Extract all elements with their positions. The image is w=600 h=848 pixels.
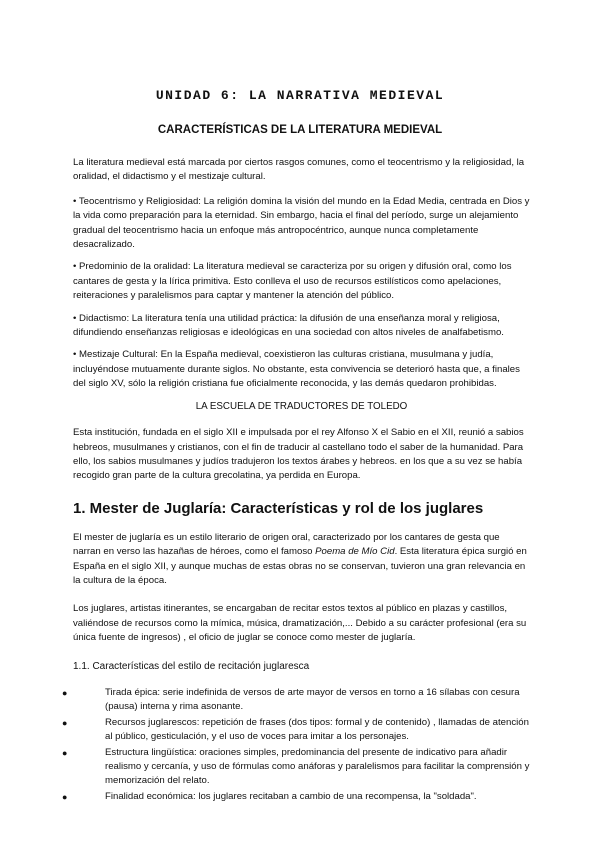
bullet-icon: ● [62, 717, 68, 728]
bullet-teocentrismo: • Teocentrismo y Religiosidad: La religión domina la visión del mundo en la Edad Media, centrada en Dios y la vida como preparación para la eternidad. Sin embargo, hacia el final del período, surge un alejamiento gradual del teocentrismo hacia un enfoque más antropocéntrico, aunque nunca completamente desacralizado. [73, 195, 530, 251]
escuela-paragraph: Esta institución, fundada en el siglo XII e impulsada por el rey Alfonso X el Sabio en el XII, reunió a sabios hebreos, musulmanes y cristianos, con el fin de traducir al castellano todo el saber de la humanidad. Para ello, los sabios musulmanes y judíos tradujeron los textos árabes y hebreos. en los que a su vez se había recogido gran parte de la cultura grecolatina, ya perdida en Europa. [73, 427, 524, 482]
section-heading-mester: 1. Mester de Juglaría: Características y rol de los juglares [73, 499, 484, 517]
mester-paragraph [73, 531, 530, 589]
bullet-oralidad: • Predominio de la oralidad: La literatura medieval se caracteriza por su origen y difusión oral, como los cantares de gesta y la lírica primitiva. Esto conlleva el uso de recursos estilísticos como apelaciones, reiteraciones y paralelismos para captar y mantener la atención del público. [73, 261, 512, 302]
list-item-text: Recursos juglarescos: repetición de frases (dos tipos: formal y de contenido) , llamadas de atención al público, gesticulación, y el uso de voces para imitar a los personajes. [105, 716, 529, 742]
list-item-text: Finalidad económica: los juglares recitaban a cambio de una recompensa, la "soldada". [105, 790, 477, 802]
bullet-icon: ● [62, 747, 68, 758]
list-item-text: Tirada épica: serie indefinida de versos de arte mayor de versos en torno a 16 sílabas con cesura (pausa) interna y rima asonante. [105, 686, 520, 712]
page-title: UNIDAD 6: LA NARRATIVA MEDIEVAL [155, 88, 445, 103]
bullet-mestizaje: • Mestizaje Cultural: En la España medieval, coexistieron las culturas cristiana, musulmana y judía, incluyéndose mutuamente durante siglos. No obstante, esta convivencia se deterioró hasta que, a finales del siglo XV, sólo la religión cristiana fue oficialmente reconocida, y las demás quedaron prohibidas. [73, 349, 520, 390]
bullet-icon: ● [62, 791, 68, 802]
document-body [62, 156, 530, 806]
subsection-heading: 1.1. Características del estilo de recitación juglaresca [73, 660, 310, 672]
caracteristicas-list [62, 686, 530, 804]
list-item [62, 686, 530, 714]
escuela-heading: LA ESCUELA DE TRADUCTORES DE TOLEDO [195, 400, 408, 412]
poema-title: Poema de Mío Cid [315, 546, 395, 558]
juglares-paragraph: Los juglares, artistas itinerantes, se encargaban de recitar estos textos al público en plazas y castillos, valiéndose de recursos como la mímica, música, dramatización,... Debido a su carácter profesional (era su única fuente de ingresos) , el oficio de juglar se conoce como mester de juglaría. [73, 603, 527, 644]
list-item [62, 716, 530, 744]
list-item-text: Estructura lingüística: oraciones simples, predominancia del presente de indicativo para añadir realismo y cercanía, y uso de fórmulas como anáforas y paralelismos para facilitar la comprensión y memorización del relato. [105, 746, 530, 786]
mester-text-b: . Esta literatura épica surgió en España en el siglo XII, y aunque muchas de estas obras no se conservan, tuvieron una gran relevancia en la cultura de la época. [73, 546, 527, 586]
list-item [62, 790, 530, 804]
list-item [62, 746, 530, 788]
mester-text-a: El mester de juglaría es un estilo literario de origen oral, caracterizado por los cantares de gesta que narran en verso las hazañas de héroes, como el famoso [73, 531, 500, 558]
bullet-didactismo: • Didactismo: La literatura tenía una utilidad práctica: la difusión de una enseñanza moral y religiosa, difundiendo enseñanzas religiosas e ideológicas en una sociedad con altos niveles de analfabetismo. [73, 312, 504, 339]
intro-paragraph: La literatura medieval está marcada por ciertos rasgos comunes, como el teocentrismo y la religiosidad, la oralidad, el didactismo y el mestizaje cultural. [73, 157, 525, 183]
page-subtitle: CARACTERÍSTICAS DE LA LITERATURA MEDIEVAL [157, 124, 443, 136]
bullet-icon: ● [62, 687, 68, 698]
